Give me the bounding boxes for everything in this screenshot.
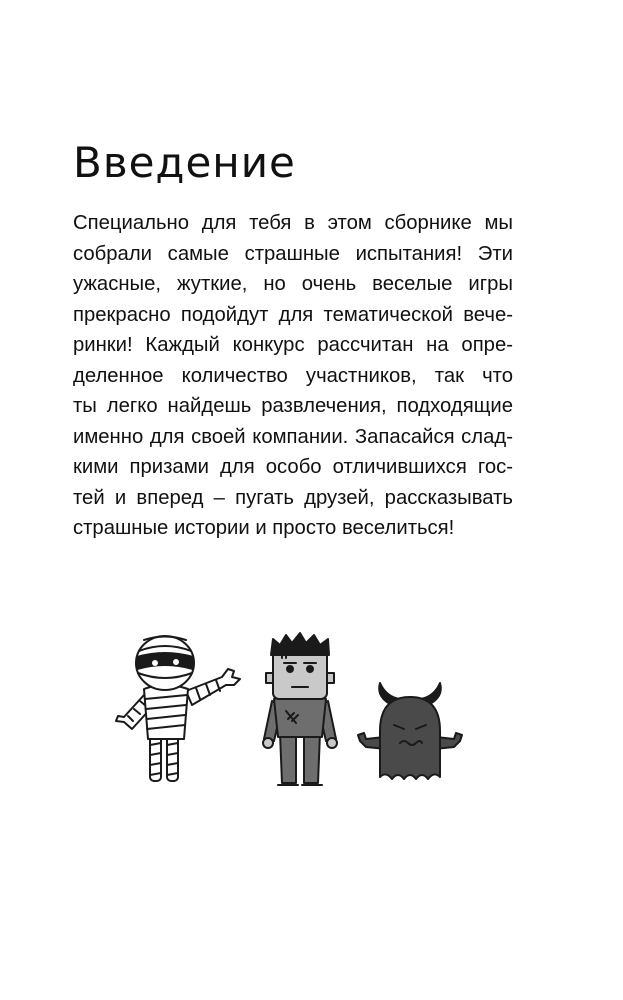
paragraph-line: ты легко найдешь развлечения, подходящие xyxy=(73,395,513,417)
intro-paragraph xyxy=(73,208,513,544)
horned-ghost-icon xyxy=(358,683,462,779)
page-title: Введение xyxy=(73,138,296,187)
mummy-icon xyxy=(116,636,240,781)
paragraph-line: страшные истории и просто веселиться! xyxy=(73,517,455,539)
paragraph-line: собрали самые страшные испытания! Эти xyxy=(73,242,513,265)
paragraph-line: деленное количество участников, так что xyxy=(73,364,513,387)
paragraph-line: именно для своей компании. Запасайся слад- xyxy=(73,425,513,448)
frankenstein-icon xyxy=(263,633,337,785)
monsters-illustration xyxy=(110,625,480,795)
paragraph-line: тей и вперед – пугать друзей, рассказывать xyxy=(73,486,513,509)
paragraph-line: ринки! Каждый конкурс рассчитан на опре- xyxy=(73,334,513,356)
paragraph-line: прекрасно подойдут для тематической вече- xyxy=(73,303,513,326)
paragraph-line: кими призами для особо отличившихся гос- xyxy=(73,456,513,478)
paragraph-line: Специально для тебя в этом сборнике мы xyxy=(73,212,513,234)
paragraph-line: ужасные, жуткие, но очень веселые игры xyxy=(73,273,513,295)
